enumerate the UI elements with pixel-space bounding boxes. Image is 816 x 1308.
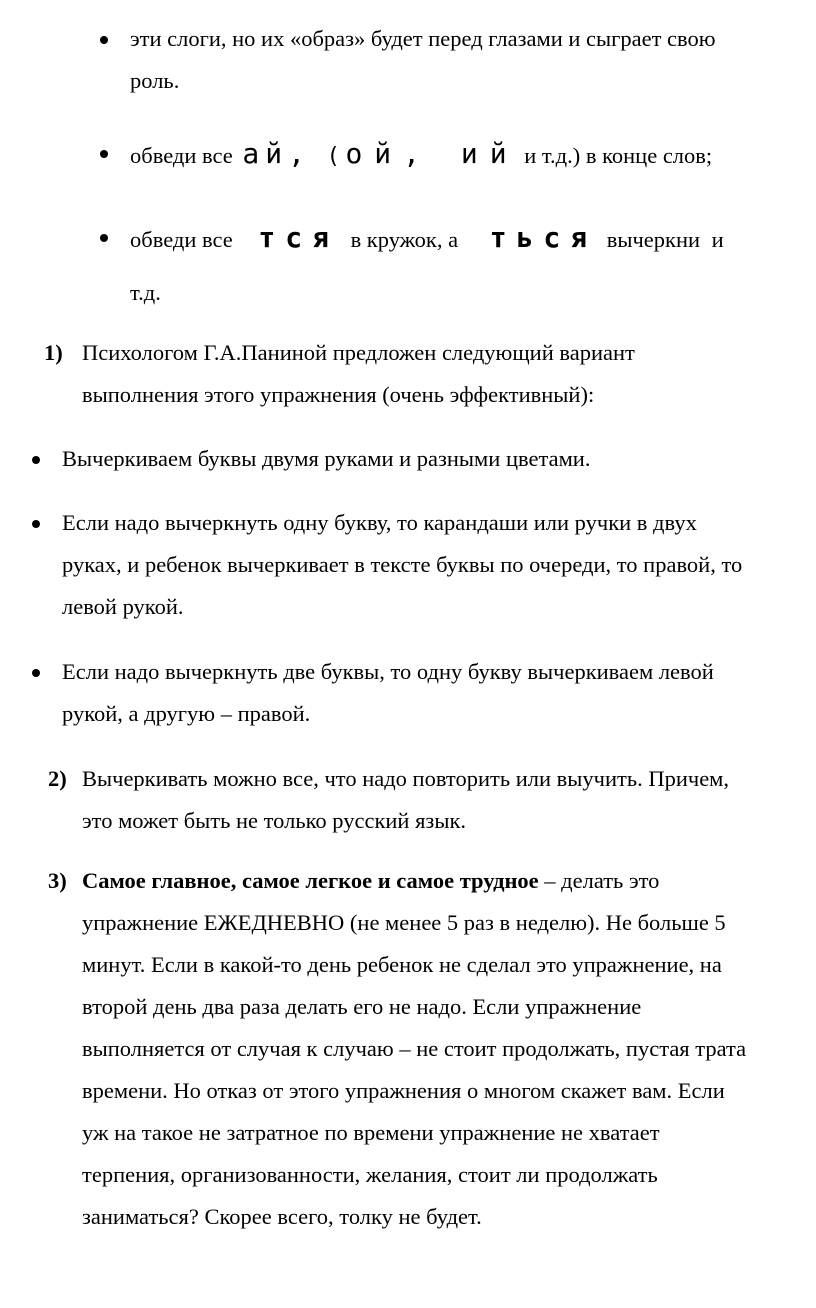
paragraph-line: руках, и ребенок вычеркивает в тексте буквы по очереди, то правой, то [62, 552, 743, 577]
paren: ( [326, 144, 340, 169]
exercise-instruction [130, 221, 724, 254]
paragraph-line: т.д. [130, 280, 161, 305]
paragraph-line: рукой, а другую – правой. [62, 701, 311, 726]
paragraph-line: уж на такое не затратное по времени упражнение не хватает [82, 1120, 660, 1145]
paragraph-line: левой рукой. [62, 594, 184, 619]
instruction-text: в кружок, а [350, 227, 459, 252]
paragraph-line: Вычеркиваем буквы двумя руками и разными цветами. [62, 446, 591, 471]
bullet-icon [32, 669, 40, 677]
paragraph-line: выполняется от случая к случаю – не стоит продолжать, пустая трата [82, 1036, 747, 1061]
paragraph-text: – делать это [538, 868, 660, 893]
list-number: 3) [48, 868, 67, 893]
paragraph-line: заниматься? Скорее всего, толку не будет. [82, 1204, 482, 1229]
bullet-icon [100, 234, 108, 242]
letter-sample: ай, [242, 137, 311, 170]
bullet-icon [100, 36, 108, 44]
paragraph-line: времени. Но отказ от этого упражнения о многом скажет вам. Если [82, 1078, 725, 1103]
paragraph-line: второй день два раза делать его не надо. Если упражнение [82, 994, 642, 1019]
instruction-text: обведи все [130, 143, 233, 168]
bold-emphasis: Самое главное, самое легкое и самое трудное [82, 868, 539, 893]
paragraph-line: Психологом Г.А.Паниной предложен следующий вариант [82, 340, 635, 365]
paragraph-line: упражнение ЕЖЕДНЕВНО (не менее 5 раз в неделю). Не больше 5 [82, 910, 726, 935]
bullet-icon [32, 520, 40, 528]
letter-sample: ой, ий [345, 137, 519, 170]
exercise-instruction [130, 137, 713, 170]
paragraph-line: Если надо вычеркнуть одну букву, то карандаши или ручки в двух [62, 510, 697, 535]
paragraph-line: минут. Если в какой-то день ребенок не сделал это упражнение, на [82, 952, 722, 977]
letter-sample: тся [258, 221, 339, 254]
instruction-text: обведи все [130, 227, 233, 252]
letter-sample: ться [489, 221, 598, 254]
paragraph-line: это может быть не только русский язык. [82, 808, 466, 833]
paragraph-line: терпения, организованности, желания, стоит ли продолжать [82, 1162, 658, 1187]
instruction-text: и т.д.) в конце слов; [524, 143, 713, 168]
list-number: 2) [48, 766, 67, 791]
paragraph-line: роль. [130, 68, 180, 93]
paragraph-line: эти слоги, но их «образ» будет перед глазами и сыграет свою [130, 26, 716, 51]
paragraph-line: Вычеркивать можно все, что надо повторить или выучить. Причем, [82, 766, 730, 791]
paragraph-line [82, 870, 659, 893]
paragraph-line: Если надо вычеркнуть две буквы, то одну букву вычеркиваем левой [62, 659, 714, 684]
list-number: 1) [44, 340, 63, 365]
instruction-text: вычеркни и [606, 227, 724, 252]
bullet-icon [100, 150, 108, 158]
paragraph-line: выполнения этого упражнения (очень эффективный): [82, 382, 595, 407]
bullet-icon [32, 456, 40, 464]
